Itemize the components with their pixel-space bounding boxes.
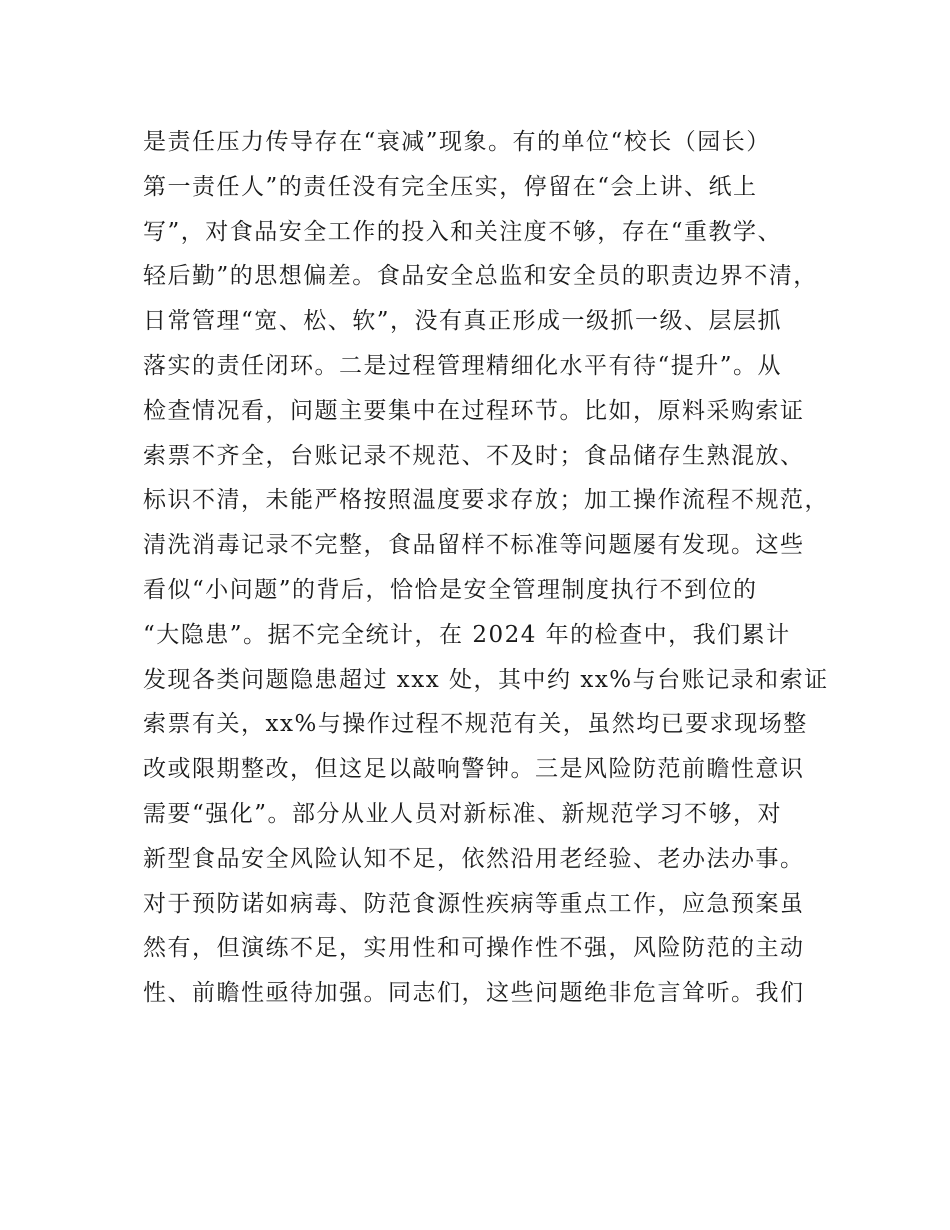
text-line: 看似“小问题”的背后，恰恰是安全管理制度执行不到位的 bbox=[143, 576, 758, 603]
text-line: 是责任压力传导存在“衰减”现象。有的单位“校长（园长） bbox=[143, 129, 771, 155]
text-line: 落实的责任闭环。二是过程管理精细化水平有待“提升”。从 bbox=[143, 352, 783, 379]
text-line: 第一责任人”的责任没有完全压实，停留在“会上讲、纸上 bbox=[143, 173, 758, 200]
text-line: 索票有关，xx%与操作过程不规范有关，虽然均已要求现场整 bbox=[143, 711, 808, 738]
text-line: 需要“强化”。部分从业人员对新标准、新规范学习不够，对 bbox=[143, 800, 783, 827]
text-line: 检查情况看，问题主要集中在过程环节。比如，原料采购索证 bbox=[143, 397, 805, 424]
text-line: 发现各类问题隐患超过 xxx 处，其中约 xx%与台账记录和索证 bbox=[143, 666, 829, 693]
text-line: 性、前瞻性亟待加强。同志们，这些问题绝非危言耸听。我们 bbox=[143, 980, 805, 1007]
text-line: 然有，但演练不足，实用性和可操作性不强，风险防范的主动 bbox=[143, 935, 805, 962]
text-line: 新型食品安全风险认知不足，依然沿用老经验、老办法办事。 bbox=[143, 845, 805, 872]
text-line: 标识不清，未能严格按照温度要求存放；加工操作流程不规范， bbox=[143, 487, 829, 514]
text-line: 索票不齐全，台账记录不规范、不及时；食品储存生熟混放、 bbox=[143, 442, 805, 469]
text-line: “大隐患”。据不完全统计，在 2024 年的检查中，我们累计 bbox=[143, 621, 791, 648]
text-line: 写”，对食品安全工作的投入和关注度不够，存在“重教学、 bbox=[143, 218, 783, 245]
text-line: 对于预防诺如病毒、防范食源性疾病等重点工作，应急预案虽 bbox=[143, 890, 805, 917]
text-line: 改或限期整改，但这足以敲响警钟。三是风险防范前瞻性意识 bbox=[143, 756, 805, 783]
text-line: 日常管理“宽、松、软”，没有真正形成一级抓一级、层层抓 bbox=[143, 308, 783, 335]
text-line: 轻后勤”的思想偏差。食品安全总监和安全员的职责边界不清， bbox=[143, 263, 818, 290]
text-line: 清洗消毒记录不完整，食品留样不标准等问题屡有发现。这些 bbox=[143, 532, 805, 559]
body-text bbox=[143, 120, 843, 1016]
